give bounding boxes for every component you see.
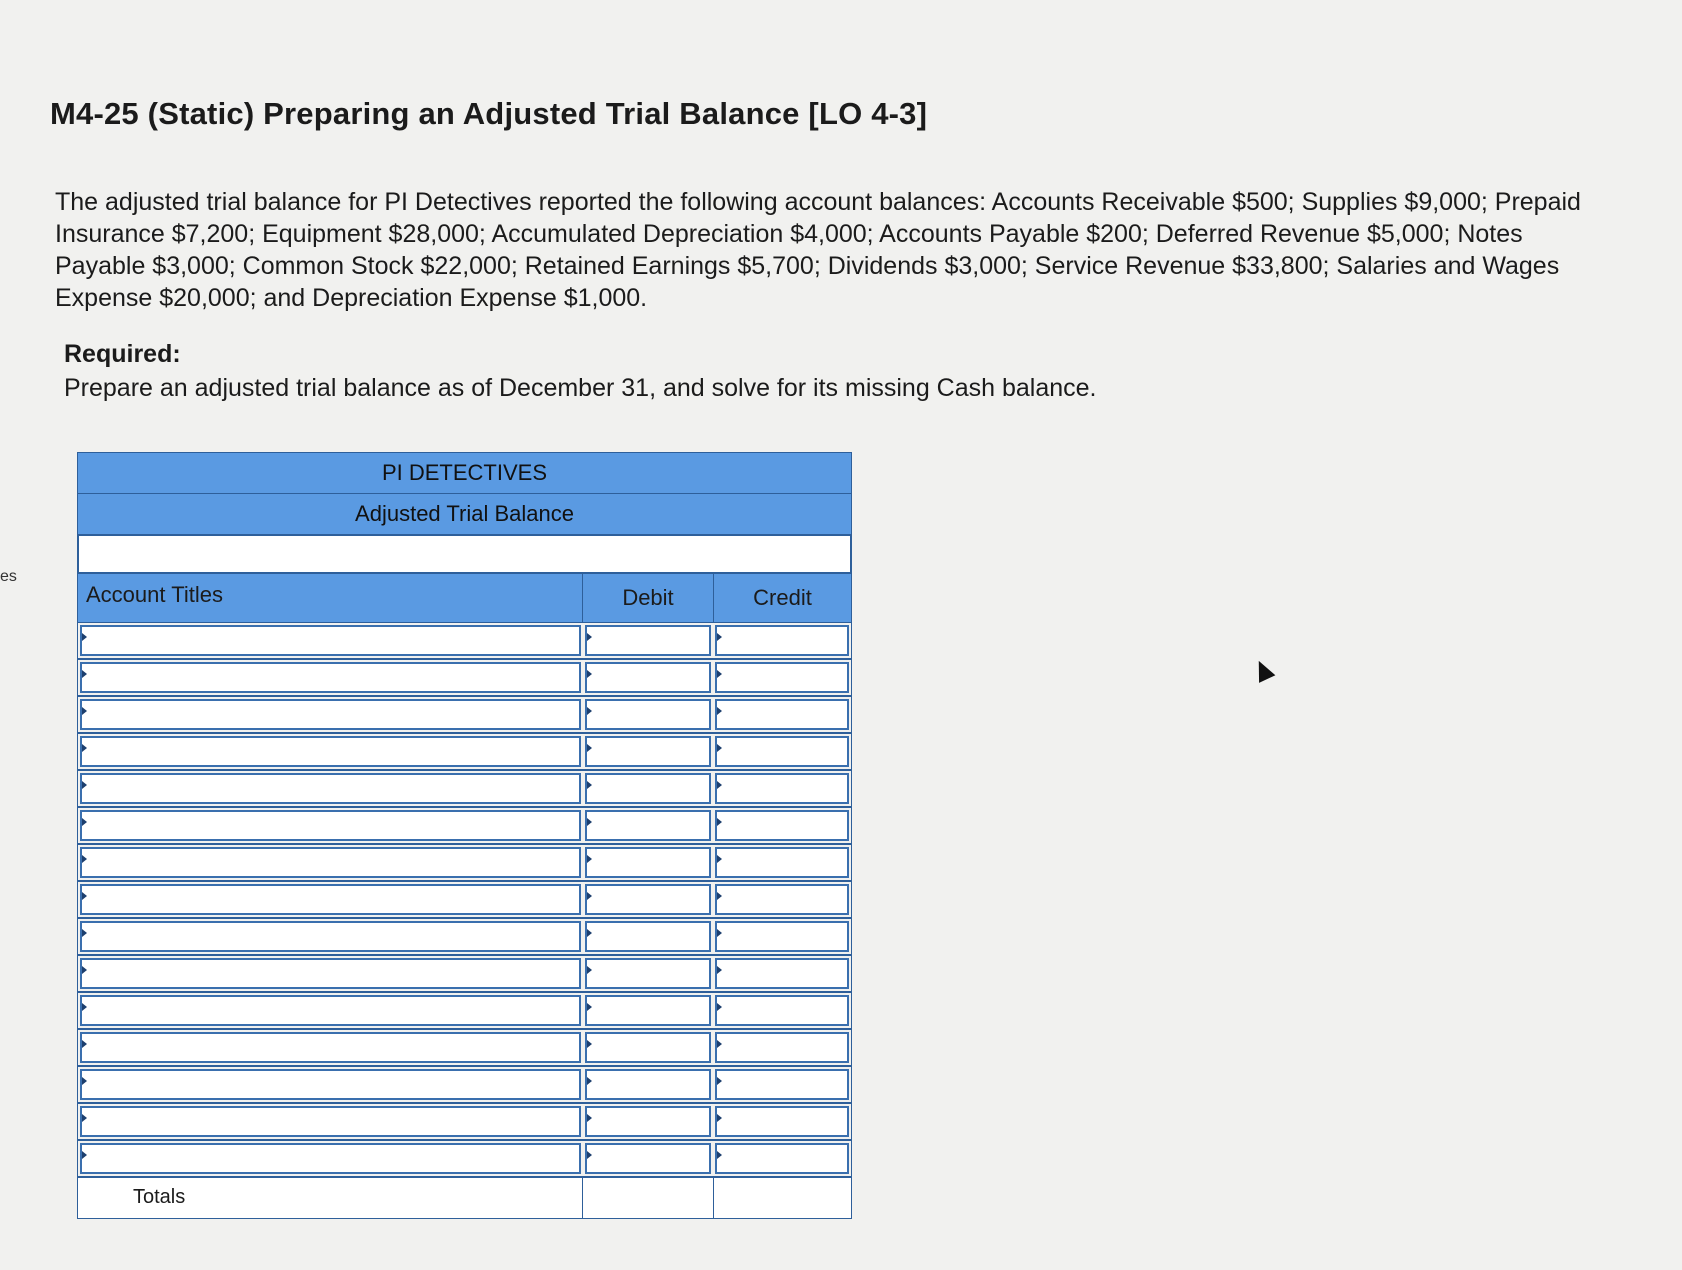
debit-input[interactable] <box>585 1106 711 1137</box>
credit-input[interactable] <box>715 773 849 804</box>
totals-label: Totals <box>78 1178 583 1218</box>
debit-input[interactable] <box>585 995 711 1026</box>
table-row <box>78 623 851 660</box>
debit-header: Debit <box>583 574 714 622</box>
account-titles-header: Account Titles <box>78 574 583 622</box>
account-title-select[interactable] <box>80 736 581 767</box>
table-row <box>78 919 851 956</box>
table-row <box>78 808 851 845</box>
debit-input[interactable] <box>585 1069 711 1100</box>
table-row <box>78 1141 851 1178</box>
credit-input[interactable] <box>715 625 849 656</box>
credit-input[interactable] <box>715 884 849 915</box>
credit-input[interactable] <box>715 1032 849 1063</box>
table-row <box>78 993 851 1030</box>
table-row <box>78 956 851 993</box>
debit-input[interactable] <box>585 736 711 767</box>
account-title-select[interactable] <box>80 1032 581 1063</box>
account-title-select[interactable] <box>80 995 581 1026</box>
date-input[interactable] <box>77 534 852 574</box>
debit-input[interactable] <box>585 921 711 952</box>
company-name-header: PI DETECTIVES <box>77 452 852 493</box>
credit-total <box>714 1178 851 1218</box>
table-row <box>78 1030 851 1067</box>
account-title-select[interactable] <box>80 662 581 693</box>
account-title-select[interactable] <box>80 1106 581 1137</box>
account-title-select[interactable] <box>80 921 581 952</box>
edge-text-fragment: es <box>0 568 17 585</box>
credit-header: Credit <box>753 585 812 610</box>
debit-input[interactable] <box>585 1032 711 1063</box>
trial-balance-worksheet <box>77 452 852 1219</box>
debit-input[interactable] <box>585 662 711 693</box>
account-title-select[interactable] <box>80 847 581 878</box>
page-title: M4-25 (Static) Preparing an Adjusted Trial Balance [LO 4-3] <box>50 96 928 131</box>
table-row <box>78 771 851 808</box>
credit-input[interactable] <box>715 662 849 693</box>
debit-input[interactable] <box>585 810 711 841</box>
debit-input[interactable] <box>585 958 711 989</box>
table-row <box>78 660 851 697</box>
credit-input[interactable] <box>715 921 849 952</box>
table-row <box>78 734 851 771</box>
credit-input[interactable] <box>715 847 849 878</box>
required-instructions: Prepare an adjusted trial balance as of December 31, and solve for its missing Cash balance. <box>64 374 1097 402</box>
table-row <box>78 1067 851 1104</box>
statement-name-header: Adjusted Trial Balance <box>77 493 852 534</box>
credit-input[interactable] <box>715 1143 849 1174</box>
problem-statement: The adjusted trial balance for PI Detectives reported the following account balances: Accounts Receivable $500; Supplies $9,000; Prepaid Insurance $7,200; Equipment $28,000; Accumulated Depreciation $4,000; Accounts Payable $200; Deferred Revenue $5,000; Notes Payable $3,000; Common Stock $22,000; Retained Earnings $5,700; Dividends $3,000; Service Revenue $33,800; Salaries and Wages Expense $20,000; and Depreciation Expense $1,000. <box>55 188 1581 312</box>
debit-input[interactable] <box>585 625 711 656</box>
account-title-select[interactable] <box>80 625 581 656</box>
credit-input[interactable] <box>715 958 849 989</box>
account-title-select[interactable] <box>80 1069 581 1100</box>
debit-input[interactable] <box>585 773 711 804</box>
credit-input[interactable] <box>715 810 849 841</box>
credit-input[interactable] <box>715 1106 849 1137</box>
account-title-select[interactable] <box>80 1143 581 1174</box>
debit-input[interactable] <box>585 847 711 878</box>
totals-row <box>77 1178 852 1219</box>
debit-input[interactable] <box>585 699 711 730</box>
mouse-cursor-icon <box>1251 657 1276 683</box>
account-title-select[interactable] <box>80 810 581 841</box>
debit-input[interactable] <box>585 1143 711 1174</box>
credit-input[interactable] <box>715 736 849 767</box>
account-title-select[interactable] <box>80 699 581 730</box>
debit-total <box>583 1178 714 1218</box>
table-row <box>78 697 851 734</box>
account-title-select[interactable] <box>80 773 581 804</box>
table-row <box>78 882 851 919</box>
debit-input[interactable] <box>585 884 711 915</box>
required-label: Required: <box>64 340 181 368</box>
credit-input[interactable] <box>715 699 849 730</box>
entry-rows <box>77 623 852 1178</box>
table-row <box>78 1104 851 1141</box>
credit-input[interactable] <box>715 1069 849 1100</box>
account-title-select[interactable] <box>80 958 581 989</box>
column-headers <box>77 574 852 623</box>
account-title-select[interactable] <box>80 884 581 915</box>
table-row <box>78 845 851 882</box>
credit-input[interactable] <box>715 995 849 1026</box>
